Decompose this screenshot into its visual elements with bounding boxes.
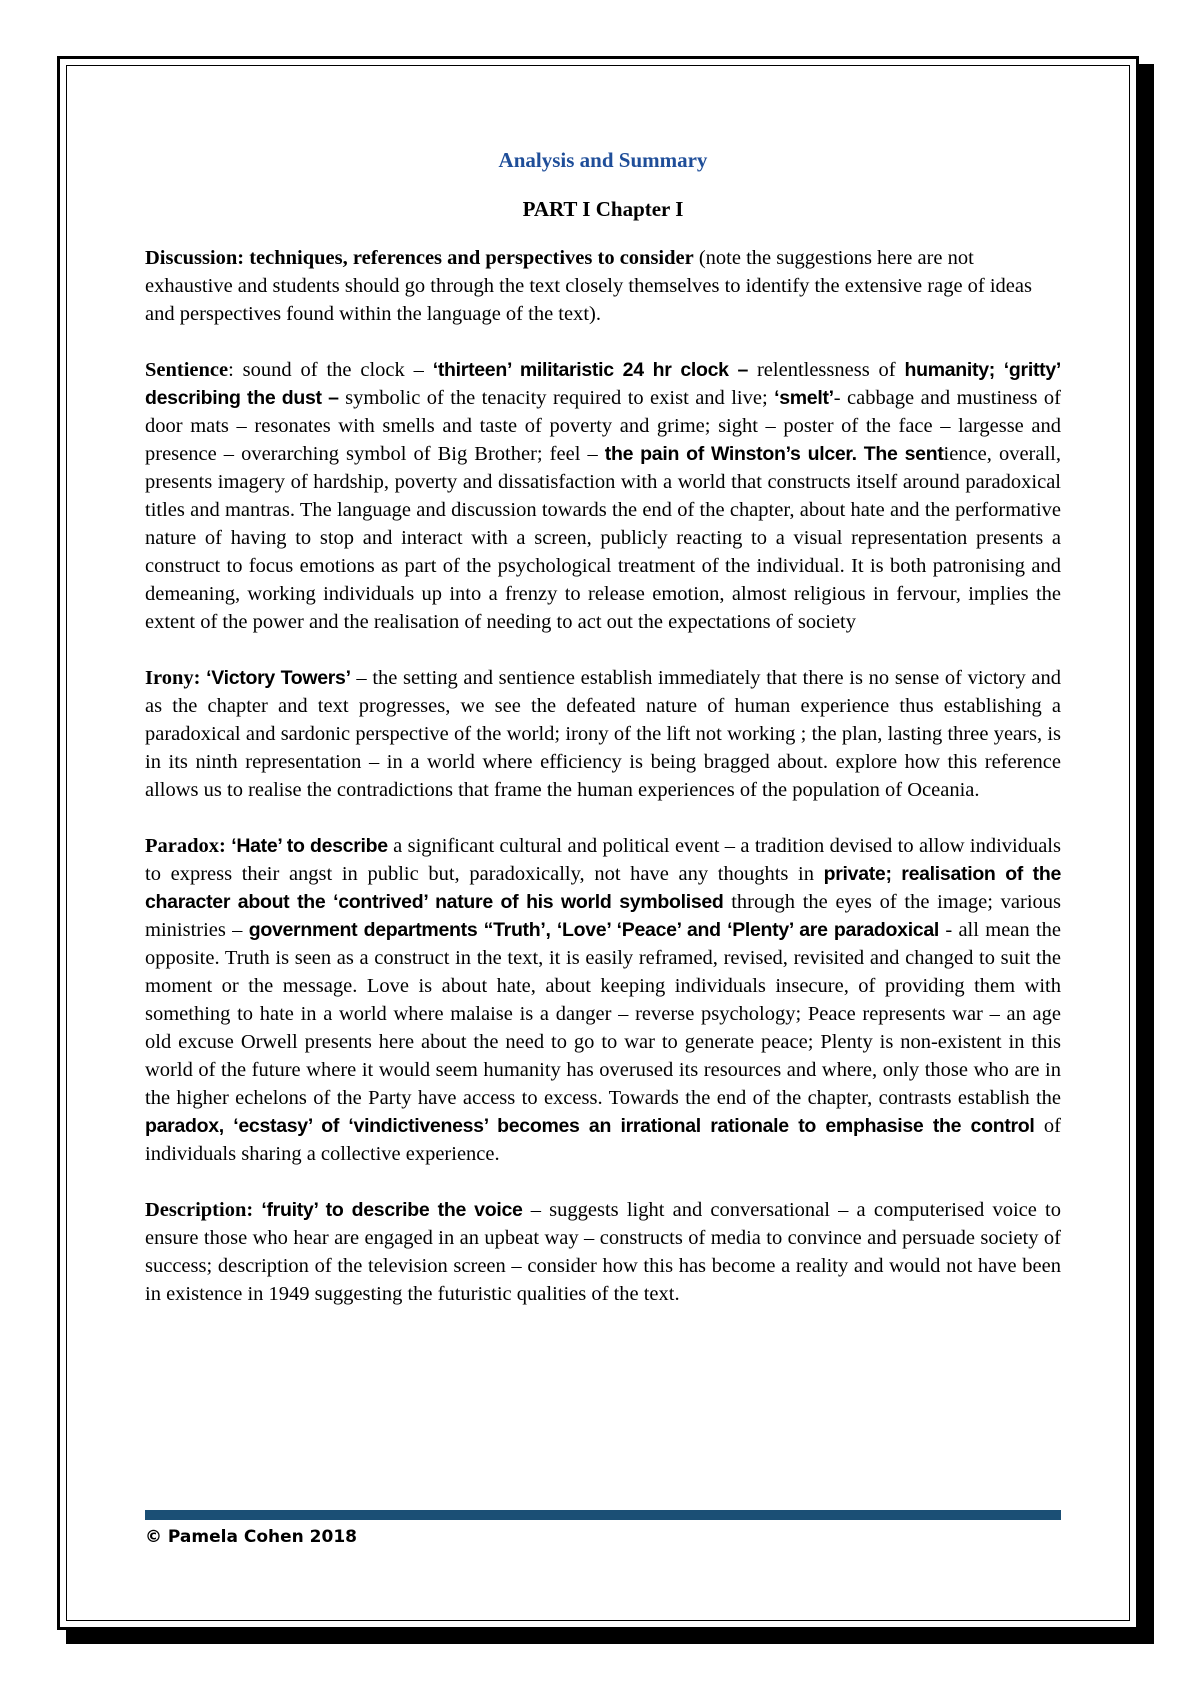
- sentience-text-5: ience, overall, presents imagery of hardship, poverty and dissatisfaction with a world that constructs itself around paradoxical titles and mantras. The language and discussion towards the end of the chapter, about hate and the performative nature of having to stop and interact with a screen, publicly reacting to a visual representation presents a construct to focus emotions as part of the psychological treatment of the individual. It is both patronising and demeaning, working individuals up into a frenzy to release emotion, almost religious in fervour, implies the extent of the power and the realisation of needing to act out the expectations of society: [145, 443, 1061, 633]
- description-heading: Description:: [145, 1199, 262, 1221]
- paradox-quote-4: paradox, ‘ecstasy’ of ‘vindictiveness’ becomes an irrational rationale to emphasise the control: [145, 1115, 1035, 1137]
- irony-paragraph: [145, 664, 1061, 804]
- paradox-quote-1: ‘Hate’ to describe: [231, 835, 388, 857]
- sentience-text-2: relentlessness of: [748, 359, 905, 381]
- document-body: [145, 140, 1061, 1308]
- irony-heading: Irony:: [145, 667, 207, 689]
- paradox-heading: Paradox:: [145, 835, 232, 857]
- intro-rest: (note the suggestions here are not exhaustive and students should go through the text closely themselves to identify the extensive rage of ideas and perspectives found within the language of the text).: [145, 247, 1032, 325]
- footer-rule: [145, 1510, 1061, 1520]
- paradox-text-1: a significant cultural and political event – a tradition devised to allow individuals to express their angst in public but, paradoxically, not have any thoughts in: [145, 835, 1061, 885]
- intro-paragraph: [145, 244, 1061, 328]
- sentience-quote-3: ‘smelt’: [774, 387, 834, 409]
- irony-text-1: – the setting and sentience establish immediately that there is no sense of victory and as the chapter and text progresses, we see the defeated nature of human experience thus establishing a paradoxical and sardonic perspective of the world; irony of the lift not working ; the plan, lasting three years, is in its ninth representation – in a world where efficiency is being bragged about. explore how this reference allows us to realise the contradictions that frame the human experiences of the population of Oceania.: [145, 667, 1062, 801]
- sentience-paragraph: [145, 356, 1061, 636]
- sentience-quote-4: the pain of Winston’s ulcer. The sent: [604, 443, 944, 465]
- sentience-heading: Sentience: [145, 359, 229, 381]
- description-text-1: – suggests light and conversational – a computerised voice to ensure those who hear are engaged in an upbeat way – constructs of media to convince and persuade society of success; description of the television screen – consider how this has become a reality and would not have been in existence in 1949 suggesting the futuristic qualities of the text.: [145, 1199, 1061, 1305]
- paradox-text-2: through the eyes of the image; various ministries –: [145, 891, 1061, 941]
- description-paragraph: [145, 1196, 1061, 1308]
- paradox-quote-3: government departments “Truth’, ‘Love’ ‘Peace’ and ‘Plenty’ are paradoxical: [248, 919, 940, 941]
- paradox-text-3: - all mean the opposite. Truth is seen as a construct in the text, it is easily reframed, revised, revisited and changed to suit the moment or the message. Love is about hate, about keeping individuals insecure, of providing them with something to hate in a world where malaise is a danger – reverse psychology; Peace represents war – an age old excuse Orwell presents here about the need to go to war to generate peace; Plenty is non-existent in this world of the future where it would seem humanity has overused its resources and where, only those who are in the higher echelons of the Party have access to excess. Towards the end of the chapter, contrasts establish the: [145, 919, 1061, 1109]
- sentience-text-3: symbolic of the tenacity required to exist and live;: [338, 387, 775, 409]
- sentience-quote-2: humanity; ‘gritty’ describing the dust –: [145, 359, 1061, 409]
- paradox-quote-2: private; realisation of the character about the ‘contrived’ nature of his world symbolised: [145, 863, 1061, 913]
- sentience-quote-1: ‘thirteen’ militaristic 24 hr clock –: [432, 359, 749, 381]
- document-title: Analysis and Summary: [498, 148, 708, 172]
- paradox-text-4: of individuals sharing a collective experience.: [145, 1115, 1061, 1165]
- paradox-paragraph: [145, 832, 1061, 1168]
- description-quote-1: ‘fruity’ to describe the voice: [261, 1199, 523, 1221]
- document-subtitle: PART I Chapter I: [522, 197, 684, 221]
- sentience-text-4: - cabbage and mustiness of door mats – resonates with smells and taste of poverty and grime; sight – poster of the face – largesse and presence – overarching symbol of Big Brother; feel –: [145, 387, 1061, 465]
- intro-lead: Discussion: techniques, references and perspectives to consider: [145, 247, 694, 269]
- copyright-footer: © Pamela Cohen 2018: [145, 1527, 357, 1547]
- irony-quote-1: ‘Victory Towers’: [206, 667, 351, 689]
- sentience-text-1: : sound of the clock –: [228, 359, 433, 381]
